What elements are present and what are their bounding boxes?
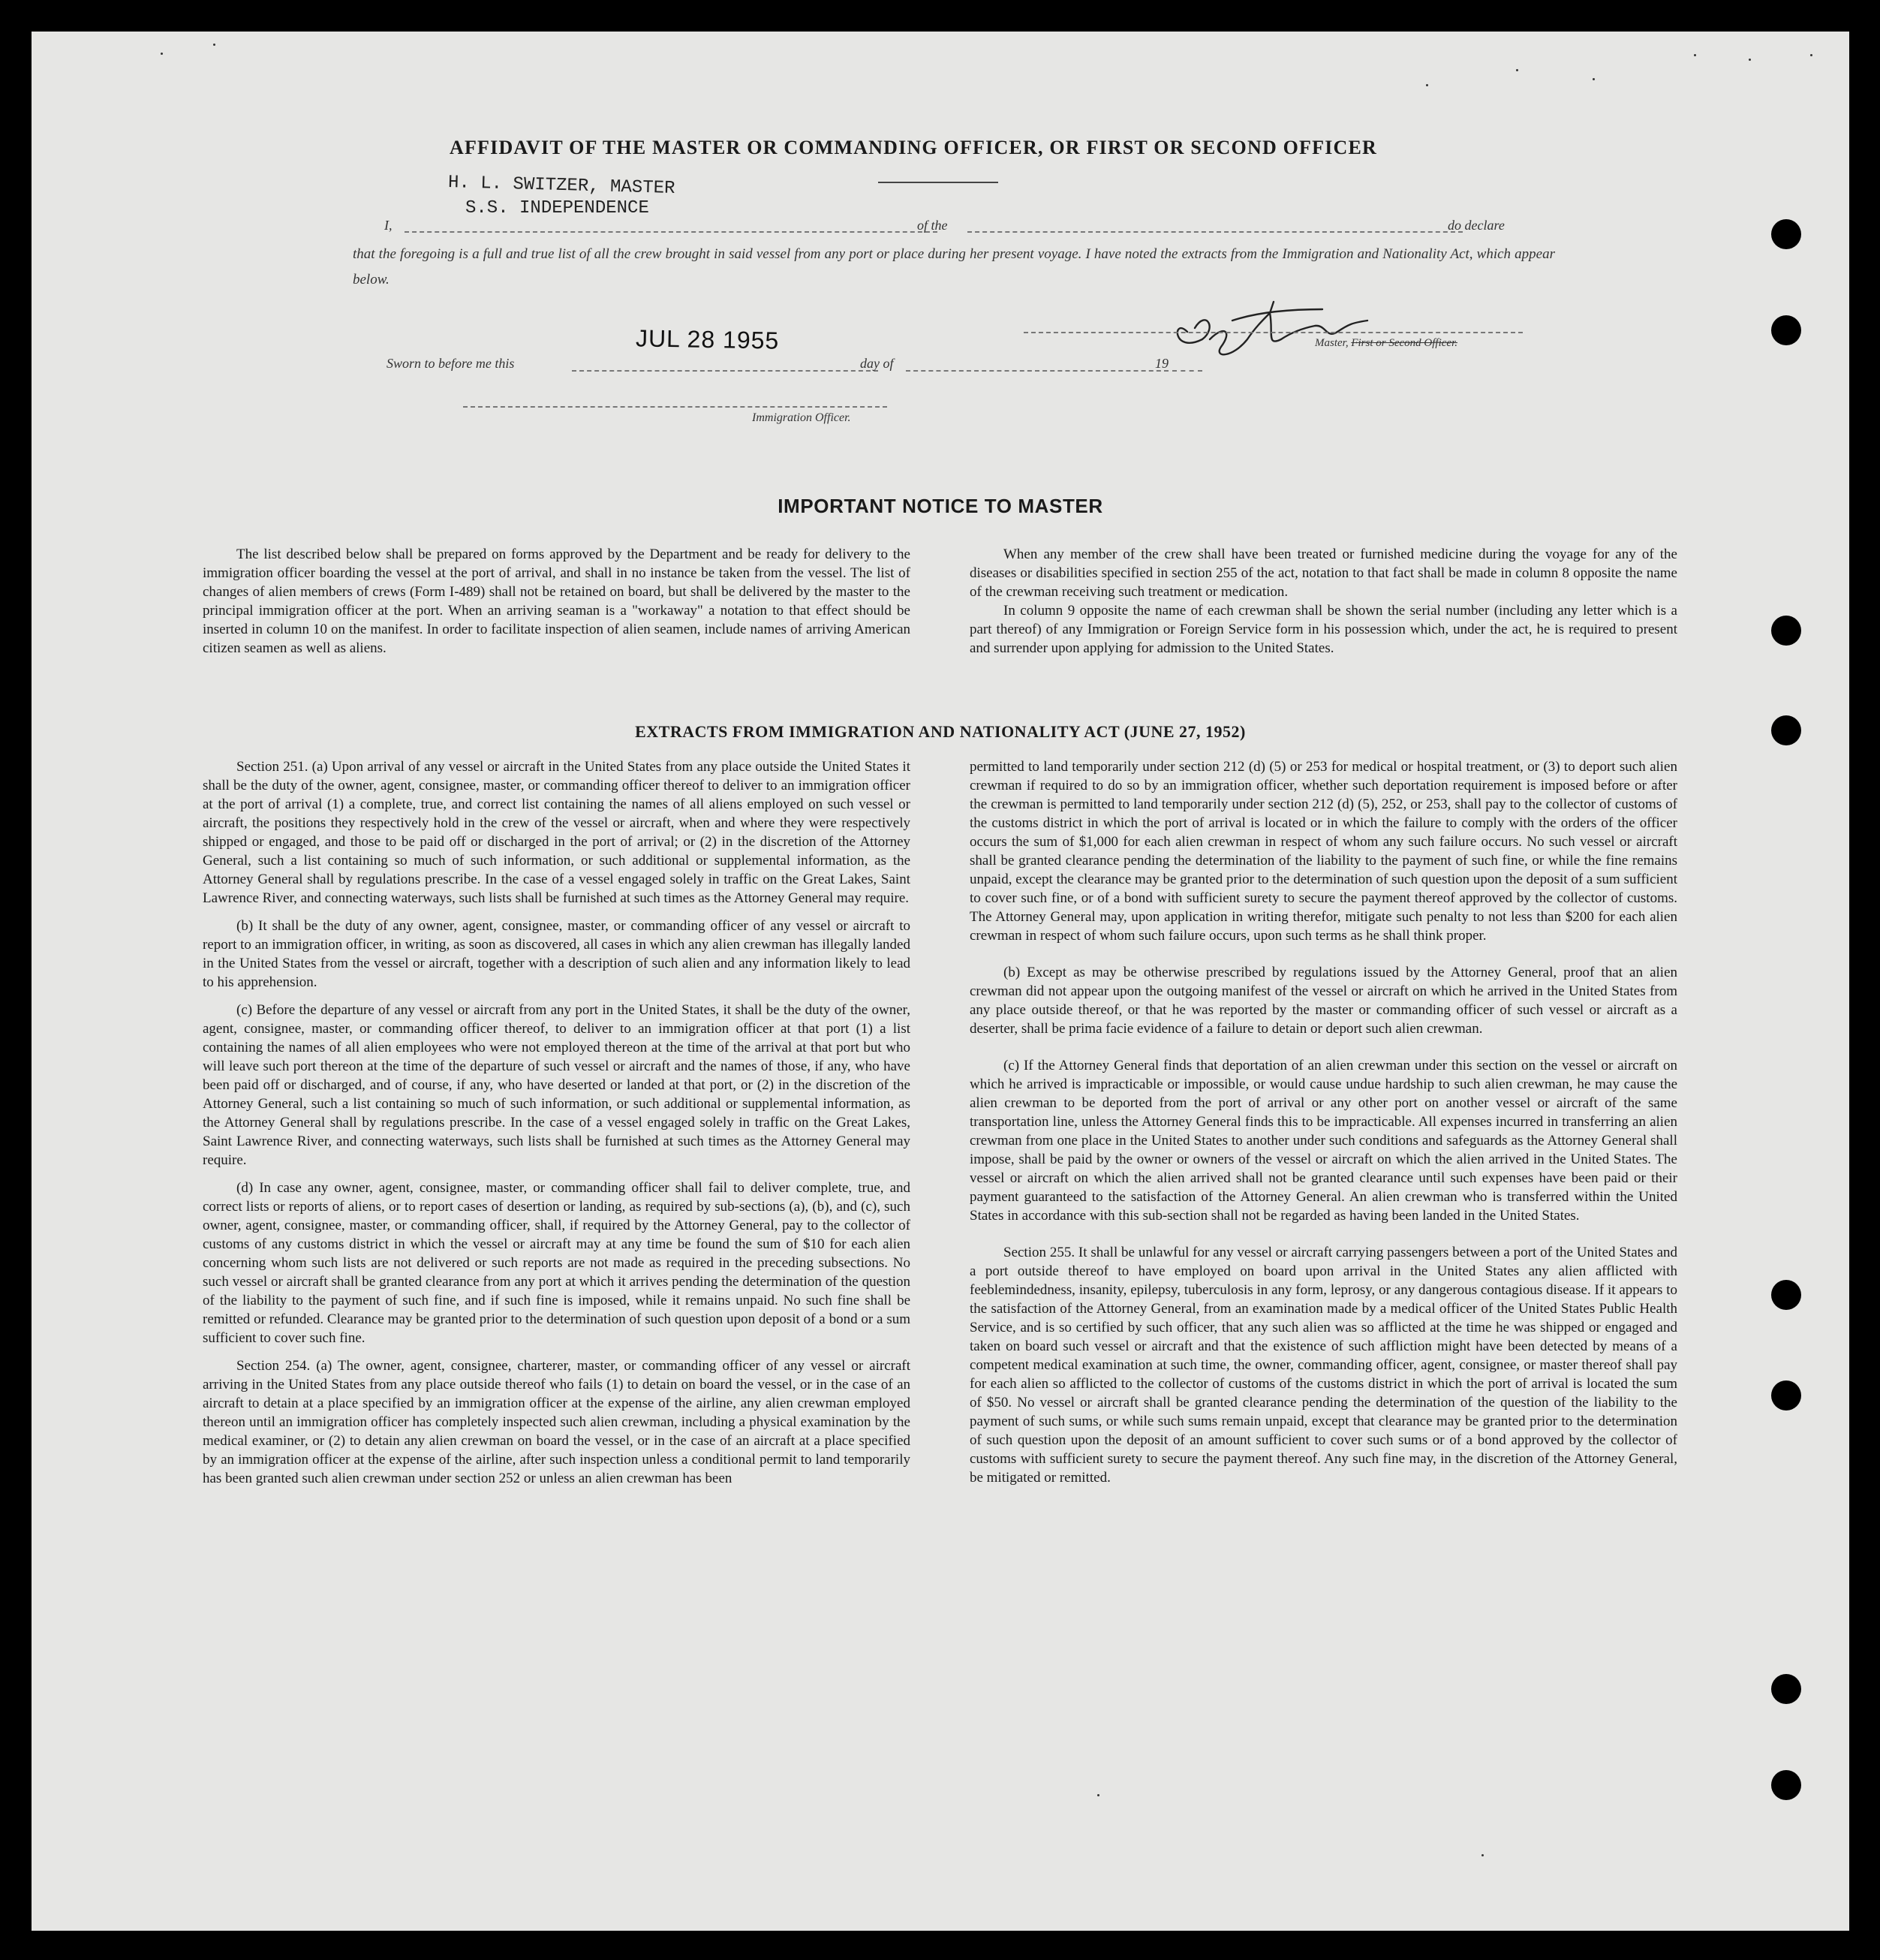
extract-paragraph: (d) In case any owner, agent, consignee, master, or commanding officer shall fail to deliver complete, true, and correct lists or reports of aliens, or to report cases of desertion or landing, as required by sub-sections (a), (b), and (c), such owner, agent, consignee, master, or commanding officer, shall, if required by the Attorney General, pay to the collector of customs of any customs district in which the vessel or aircraft may at any time be found the sum of $10 for each alien concerning whom such lists are not delivered or such reports are not made as required in the preceding subsections. No such vessel or aircraft shall be granted clearance from any port at which it arrives pending the determination of the question of the liability to the payment of such fine, and if such fine is imposed, while it remains unpaid. No such fine shall be remitted or refunded. Clearance may be granted prior to the determination of such question upon deposit of a bond or a sum sufficient to cover such fine. — [203, 1180, 910, 1346]
extracts-left-column — [203, 757, 910, 1488]
notice-right-column — [970, 545, 1677, 658]
sworn-month-line — [906, 370, 1169, 372]
speck — [1516, 69, 1518, 71]
punch-hole — [1771, 1770, 1801, 1800]
speck — [161, 53, 163, 55]
name-line — [405, 231, 937, 233]
extract-paragraph: (c) Before the departure of any vessel or aircraft from any port in the United States, it shall be the duty of the owner, agent, consignee, master, or commanding officer thereof, to deliver to an immigration officer at that port (1) a list containing the names of all alien employees who were not employed thereon at the time of the arrival at that port but who will leave such port thereon at the time of the departure of such vessel or aircraft and the names of those, if any, who have been paid off or discharged, and of course, if any, who have deserted or landed at that port, or (2) in the discretion of the Attorney General, such a list containing so much of such information, or such additional or supplemental information, as the Attorney General shall by regulations prescribe. In the case of a vessel engaged solely in traffic on the Great Lakes, Saint Lawrence River, and connecting waterways, such lists shall be furnished at such times as the Attorney General may require. — [203, 1002, 910, 1168]
notice-left-column — [203, 545, 910, 658]
master-caption: Master, — [1315, 337, 1349, 349]
signature-line — [1024, 332, 1523, 333]
speck — [1481, 1854, 1484, 1856]
notice-right-paragraph: In column 9 opposite the name of each crewman shall be shown the serial number (including any letter which is a part thereof) of any Immigration or Foreign Service form in his possession which, under the act, he is required to present and surrender upon applying for admission to the United States. — [970, 603, 1677, 656]
punch-hole — [1771, 1280, 1801, 1310]
extract-paragraph: (b) It shall be the duty of any owner, agent, consignee, master, or commanding officer of any vessel or aircraft to report to an immigration officer, in writing, as soon as discovered, all cases in which any alien crewman has illegally landed in the United States from the vessel or aircraft, together with a description of such alien and any information likely to lead to his apprehension. — [203, 918, 910, 990]
speck — [1426, 84, 1428, 86]
punch-hole — [1771, 1674, 1801, 1704]
master-signature — [1142, 287, 1397, 369]
sworn-label: Sworn to before me this — [387, 356, 515, 371]
extract-paragraph: (b) Except as may be otherwise prescribed by regulations issued by the Attorney General, proof that an alien crewman did not appear upon the outgoing manifest of the vessel or aircraft on which he arrived in the United States from any place outside thereof, or that he was reported by the master or commanding officer of such vessel or aircraft as a deserter, shall be prima facie evidence of a failure to detain or deport such alien crewman. — [970, 965, 1677, 1037]
punch-hole — [1771, 1380, 1801, 1411]
sworn-year-line — [1172, 370, 1202, 372]
speck — [1749, 59, 1751, 61]
notice-right-paragraph: When any member of the crew shall have been treated or furnished medicine during the voyage for any of the diseases or disabilities specified in section 255 of the act, notation to that fact shall be made in column 8 opposite the name of the crewman receiving such treatment or medication. — [970, 546, 1677, 600]
punch-hole — [1771, 616, 1801, 646]
extract-paragraph: Section 255. It shall be unlawful for any vessel or aircraft carrying passengers between a port of the United States and a port outside thereof to have employed on board upon arrival in the United States any alien afflicted with feeblemindedness, insanity, epilepsy, tuberculosis in any form, leprosy, or any dangerous contagious disease. If it appears to the satisfaction of the Attorney General, from an examination made by a medical officer of the United States Public Health Service, and is so certified by such officer, that any such alien was so afflicted at the time he was shipped or engaged and taken on board such vessel or aircraft and that the existence of such affliction might have been detected by means of a competent medical examination at such time, the owner, commanding officer, agent, consignee, or master thereof shall pay for each alien so afflicted to the collector of customs of the customs district in which the port of arrival is located the sum of $50. No vessel or aircraft shall be granted clearance pending the determination of the question of the liability to the payment of such sums, or while such sums remain unpaid, except that clearance may be granted prior to the determination of such question upon the deposit of an amount sufficient to cover such sums or of a bond approved by the collector of customs with sufficient surety to secure the payment thereof. Any such fine may, in the discretion of the Attorney General, be mitigated or remitted. — [970, 1245, 1677, 1486]
speck — [1097, 1794, 1099, 1796]
document-page — [32, 32, 1849, 1931]
vessel-line — [967, 231, 1463, 233]
punch-hole — [1771, 715, 1801, 745]
struck-caption: First or Second Officer. — [1351, 337, 1457, 349]
do-declare-label: do declare — [1448, 218, 1505, 233]
extract-paragraph: permitted to land temporarily under section 212 (d) (5) or 253 for medical or hospital treatment, or (3) to deport such alien crewman if required to do so by an immigration officer, whether such deportation requirement is imposed before or after the crewman is permitted to land temporarily under section 212 (d) (5), 252, or 253, shall pay to the collector of customs of the customs district in which the port of arrival is located or in which the failure to comply with the orders of the officer occurs the sum of $1,000 for each alien crewman in respect of whom any such failure occurs. No such vessel or aircraft shall be granted clearance pending the determination of the liability to the payment of such fine, or while the fine remains unpaid, except the clearance may be granted prior to the determination of such question upon the deposit of a sum sufficient to cover such fine, or of a bond with sufficient surety to secure the payment thereof approved by the collector of customs. The Attorney General may, upon application in writing therefor, mitigate such penalty to not less than $200 for each alien crewman in respect of whom such failure occurs, upon such terms as he shall think proper. — [970, 759, 1677, 944]
extract-paragraph: Section 251. (a) Upon arrival of any vessel or aircraft in the United States from any place outside the United States it shall be the duty of the owner, agent, consignee, master, or commanding officer thereof to deliver to an immigration officer at the port of arrival (1) a complete, true, and correct list containing the names of all aliens employed on such vessel or aircraft, the positions they respectively hold in the crew of the vessel or aircraft, when and where they were respectively shipped or engaged, and those to be paid off or discharged in the port of arrival; or (2) in the discretion of the Attorney General, such a list containing so much of such information, or such additional or supplemental information, as the Attorney General shall by regulations prescribe. In the case of a vessel engaged solely in traffic on the Great Lakes, Saint Lawrence River, and connecting waterways, such lists shall be furnished at such times as the Attorney General may require. — [203, 759, 910, 906]
speck — [1810, 54, 1812, 56]
typed-vessel: S.S. INDEPENDENCE — [465, 198, 649, 218]
speck — [213, 44, 215, 46]
notice-left-paragraph: The list described below shall be prepared on forms approved by the Department and be ready for delivery to the immigration officer boarding the vessel at the port of arrival, and shall in no instance be taken from the vessel. The list of changes of alien members of crews (Form I-489) shall not be retained on board, but shall be delivered by the master to the principal immigration officer at the port. When an arriving seaman is a "workaway" a notation to that effect should be inserted in column 10 on the manifest. In order to facilitate inspection of alien seamen, include names of arriving American citizen seamen as well as aliens. — [203, 546, 910, 656]
sworn-day-line — [572, 370, 878, 372]
of-the-label: of the — [917, 218, 948, 233]
year-label: 19 — [1155, 356, 1169, 371]
declaration-text: that the foregoing is a full and true list of all the crew brought in said vessel from any port or place during her present voyage. I have noted the extracts from the Immigration and Nationality Act, which appear below. — [353, 246, 1555, 288]
immigration-officer-label: Immigration Officer. — [752, 411, 851, 424]
typed-name: H. L. SWITZER, MASTER — [447, 173, 675, 199]
extracts-heading: EXTRACTS FROM IMMIGRATION AND NATIONALITY ACT (JUNE 27, 1952) — [635, 722, 1246, 741]
day-of-label: day of — [860, 356, 894, 371]
affidavit-heading: AFFIDAVIT OF THE MASTER OR COMMANDING OFFICER, OR FIRST OR SECOND OFFICER — [449, 137, 1378, 158]
officer-line — [463, 406, 887, 408]
notice-heading: IMPORTANT NOTICE TO MASTER — [778, 495, 1103, 517]
speck — [1593, 78, 1595, 80]
extracts-right-column — [970, 757, 1677, 1487]
extract-paragraph: Section 254. (a) The owner, agent, consignee, charterer, master, or commanding officer of any vessel or aircraft arriving in the United States from any place outside thereof who fails (1) to detain on board the vessel, or in the case of an aircraft to detain at a place specified by an immigration officer at the expense of the airline, any alien crewman employed thereon until an immigration officer has completely inspected such alien crewman, including a physical examination by the medical examiner, or (2) to detain any alien crewman on board the vessel, or in the case of an aircraft at a place specified by an immigration officer at the expense of the airline, after such inspection unless a conditional permit to land temporarily has been granted such alien crewman under section 252 or unless an alien crewman has been — [203, 1358, 910, 1486]
extract-paragraph: (c) If the Attorney General finds that deportation of an alien crewman under this section on the vessel or aircraft on which he arrived is impracticable or impossible, or would cause undue hardship to such alien crewman, he may cause the alien crewman to be deported from the port of arrival or any other port on another vessel or aircraft of the same transportation line, unless the Attorney General finds this to be impracticable. All expenses incurred in transferring an alien crewman from one place in the United States to another under such conditions and safeguards as the Attorney General shall impose, shall be paid by the owner or owners of the vessel or aircraft on which the alien arrived in the United States. The vessel or aircraft on which the alien arrived shall not be granted clearance until such expenses have been paid or their payment guaranteed to the satisfaction of the Attorney General. An alien crewman who is transferred within the United States in accordance with this sub-section shall not be regarded as having been landed in the United States. — [970, 1058, 1677, 1224]
punch-hole — [1771, 315, 1801, 345]
heading-underline — [878, 182, 998, 183]
punch-hole — [1771, 219, 1801, 249]
speck — [1694, 54, 1696, 56]
i-label: I, — [384, 218, 393, 233]
date-stamp: JUL 28 1955 — [635, 324, 780, 354]
signature-caption — [1315, 337, 1457, 350]
